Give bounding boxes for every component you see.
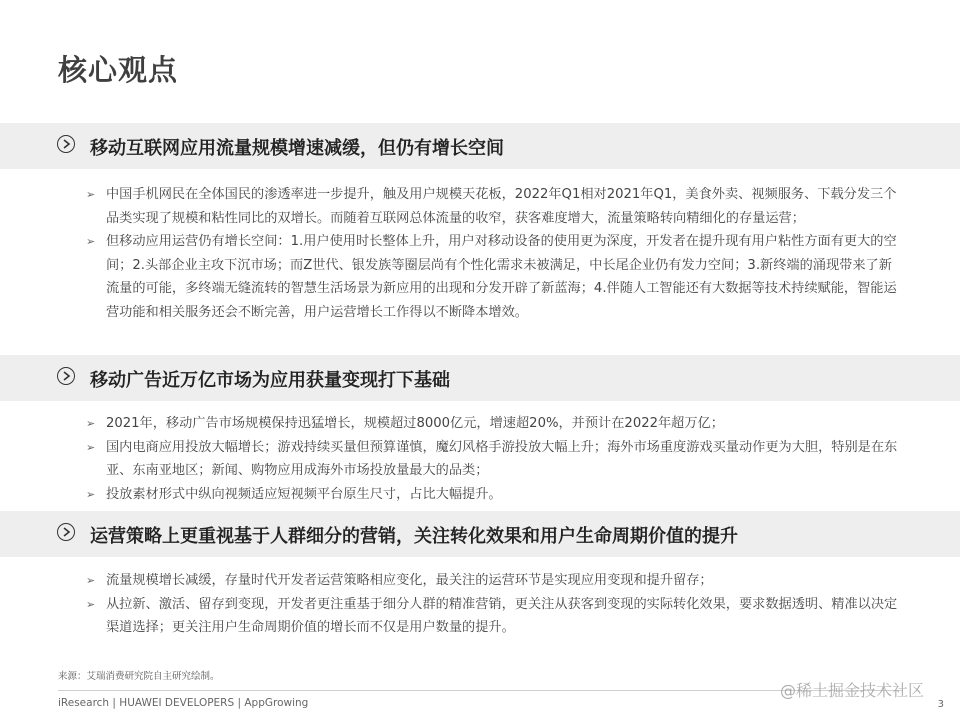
section-header-1 (0, 123, 960, 169)
section-title-1: 移动互联网应用流量规模增速减缓，但仍有增长空间 (90, 138, 504, 159)
page-number: 3 (937, 699, 944, 710)
section-header-3 (0, 511, 960, 557)
circle-chevron-right-icon (57, 367, 75, 385)
watermark: @稀土掘金技术社区 (780, 681, 925, 700)
source-note: 来源：艾瑞消费研究院自主研究绘制。 (58, 671, 220, 682)
arrow-bullet-icon: ➢ (86, 440, 96, 454)
list-item (86, 183, 900, 230)
arrow-bullet-icon: ➢ (86, 235, 96, 248)
section-2-bullets (86, 412, 900, 506)
bullet-text: 国内电商应用投放大幅增长；游戏持续买量但预算谨慎，魔幻风格手游投放大幅上升；海外市场重度游戏买量动作更为大胆，特别是在东亚、东南亚地区；新闻、购物应用成海外市场投放量最大的品类； (106, 439, 898, 478)
arrow-bullet-icon: ➢ (86, 597, 96, 611)
bullet-text: 流量规模增长减缓，存量时代开发者运营策略相应变化，最关注的运营环节是实现应用变现和提升留存； (106, 573, 713, 588)
section-3-bullets (86, 569, 900, 640)
bullet-text: 投放素材形式中纵向视频适应短视频平台原生尺寸，占比大幅提升。 (106, 486, 502, 502)
circle-chevron-right-icon (57, 523, 75, 541)
arrow-bullet-icon: ➢ (86, 188, 96, 201)
circle-chevron-right-icon (57, 135, 75, 153)
section-title-2: 移动广告近万亿市场为应用获量变现打下基础 (90, 370, 450, 391)
arrow-bullet-icon: ➢ (86, 487, 96, 501)
bullet-text: 从拉新、激活、留存到变现，开发者更注重基于细分人群的精准营销，更关注从获客到变现的实际转化效果，要求数据透明、精准以决定渠道选择；更关注用户生命周期价值的增长而不仅是用户数量的提升。 (106, 596, 898, 635)
list-item (86, 412, 900, 436)
list-item (86, 436, 900, 483)
section-header-2 (0, 355, 960, 401)
arrow-bullet-icon: ➢ (86, 574, 96, 587)
bullet-text: 2021年，移动广告市场规模保持迅猛增长，规模超过8000亿元，增速超20%，并预计在2022年超万亿； (106, 416, 724, 431)
bullet-text: 但移动应用运营仍有增长空间：1.用户使用时长整体上升，用户对移动设备的使用更为深度，开发者在提升现有用户粘性方面有更大的空间；2.头部企业主攻下沉市场；而Z世代、银发族等圈层尚有个性化需求未被满足，中长尾企业仍有发力空间；3.新终端的涌现带来了新流量的可能，多终端无缝流转的智慧生活场景为新应用的出现和分发开辟了新蓝海；4.伴随人工智能还有大数据等技术持续赋能，智能运营功能和相关服务还会不断完善，用户运营增长工作得以不断降本增效。 (106, 234, 897, 320)
page-title: 核心观点 (58, 53, 179, 87)
list-item (86, 593, 900, 640)
list-item (86, 569, 900, 593)
bullet-text: 中国手机网民在全体国民的渗透率进一步提升，触及用户规模天花板，2022年Q1相对2021年Q1，美食外卖、视频服务、下载分发三个品类实现了规模和粘性同比的双增长。而随着互联网总体流量的收窄，获客难度增大，流量策略转向精细化的存量运营； (106, 187, 897, 226)
list-item (86, 483, 900, 507)
section-title-3: 运营策略上更重视基于人群细分的营销，关注转化效果和用户生命周期价值的提升 (90, 526, 738, 547)
footer-divider (58, 690, 902, 691)
footer-credits: iResearch | HUAWEI DEVELOPERS | AppGrowing (58, 697, 309, 709)
list-item (86, 230, 900, 324)
arrow-bullet-icon: ➢ (86, 417, 96, 430)
section-1-bullets (86, 183, 900, 324)
